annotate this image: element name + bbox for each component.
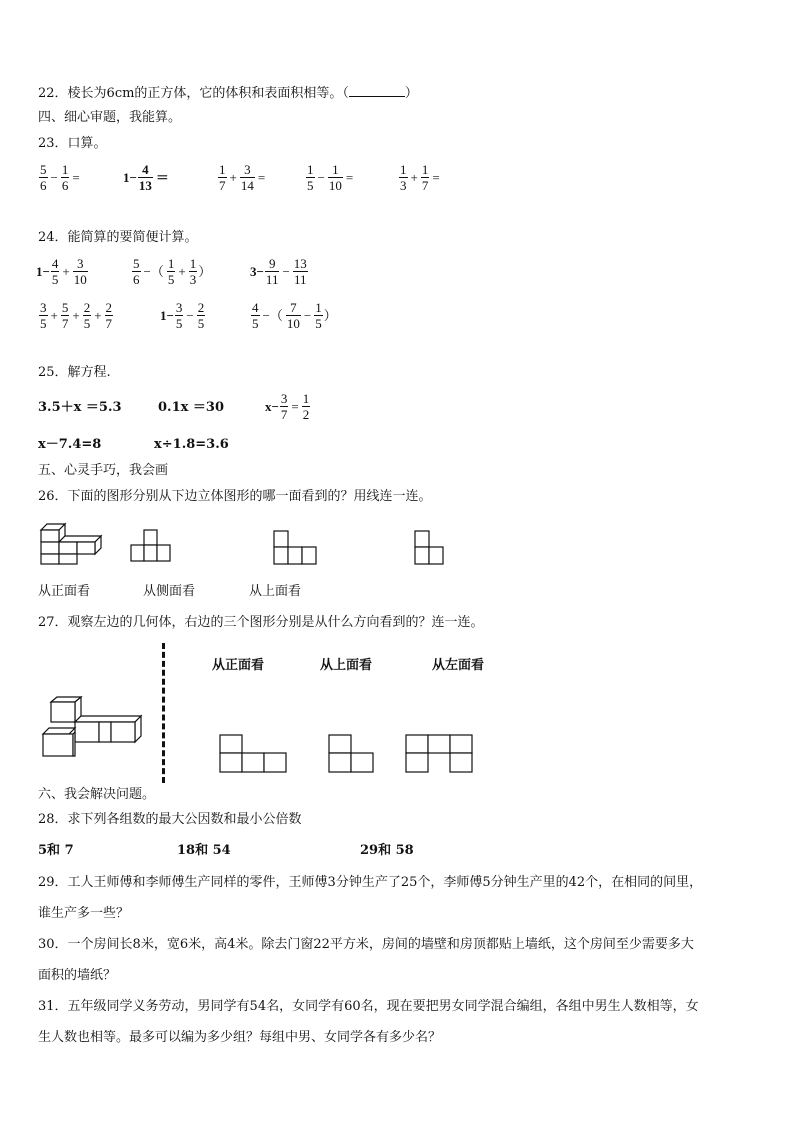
view-shape-top (328, 734, 378, 774)
view-label-front: 从正面看 (38, 584, 91, 599)
view-label-front: 从正面看 (212, 658, 265, 673)
q24-expr-6: $\frac{4}{5}$ −（ $\frac{7}{10}$ − $\frac{1}{5}$ ） (252, 300, 337, 331)
view-shape-3 (414, 530, 446, 566)
section-6-heading: 六、我会解决问题。 (38, 787, 156, 802)
q23-expr-5: $\frac{1}{3}$ + $\frac{1}{7}$ = (400, 162, 440, 193)
q23-expr-1: $\frac{5}{6}$ − $\frac{1}{6}$ = (40, 162, 80, 193)
fraction: $\frac{4}{13}$ (138, 162, 152, 193)
question-31-line-1: 31．五年级同学义务劳动，男同学有54名，女同学有60名，现在要把男女同学混合编组，各组中男生人数相等，女 (38, 999, 699, 1014)
fraction: $\frac{1}{5}$ (307, 162, 314, 193)
question-22 (38, 84, 418, 102)
q24-expr-3: 3− $\frac{9}{11}$ − $\frac{13}{11}$ (250, 256, 307, 287)
question-31-line-2: 生人数也相等。最多可以编为多少组？每组中男、女同学各有多少名？ (38, 1030, 442, 1045)
dashed-divider (162, 643, 165, 783)
question-30-line-1: 30．一个房间长8米，宽6米，高4米。除去门窗22平方米，房间的墙壁和房顶都贴上墙纸，这个房间至少需要多大 (38, 937, 694, 952)
equation-3: x− $\frac{3}{7}$ = $\frac{1}{2}$ (265, 391, 310, 422)
question-24-title: 24．能简算的要简便计算。 (38, 230, 198, 245)
view-label-side: 从侧面看 (143, 584, 196, 599)
fraction: $\frac{1}{6}$ (61, 162, 69, 193)
view-shape-left (405, 734, 475, 774)
solid-figure-cubes (38, 522, 102, 566)
question-29-line-2: 谁生产多一些？ (38, 906, 130, 921)
view-shape-1 (130, 529, 172, 563)
question-23-title: 23．口算。 (38, 136, 107, 151)
equation-1: 3.5＋x ＝5.3 (38, 400, 122, 415)
question-29-line-1: 29．工人王师傅和李师傅生产同样的零件，王师傅3分钟生产了25个，李师傅5分钟生产里的42个，在相同的间里， (38, 875, 703, 890)
section-4-heading: 四、细心审题，我能算。 (38, 110, 182, 125)
q22-close: ） (404, 86, 418, 101)
q23-expr-4: $\frac{1}{5}$ − $\frac{1}{10}$ = (307, 162, 354, 193)
number-pair-2: 18和 54 (177, 843, 231, 858)
answer-blank[interactable] (349, 84, 405, 97)
view-label-top: 从上面看 (249, 584, 302, 599)
view-label-top: 从上面看 (320, 658, 373, 673)
fraction: $\frac{1}{10}$ (328, 162, 342, 193)
solid-figure-cubes (42, 696, 142, 758)
q23-expr-2: 1− $\frac{4}{13}$ ＝ (123, 162, 169, 193)
question-28-title: 28．求下列各组数的最大公因数和最小公倍数 (38, 812, 302, 827)
question-27-title: 27．观察左边的几何体，右边的三个图形分别是从什么方向看到的？连一连。 (38, 615, 484, 630)
fraction: $\frac{3}{14}$ (240, 162, 254, 193)
fraction: $\frac{5}{6}$ (40, 162, 47, 193)
q24-expr-4: $\frac{3}{5}$ + $\frac{5}{7}$ + $\frac{2}{5}$ + $\frac{2}{7}$ (40, 300, 113, 331)
fraction: $\frac{1}{7}$ (421, 162, 429, 193)
q22-text: 22．棱长为6cm的正方体，它的体积和表面积相等。（ (38, 86, 349, 101)
fraction: $\frac{1}{7}$ (219, 162, 226, 193)
q24-expr-5: 1− $\frac{3}{5}$ − $\frac{2}{5}$ (160, 300, 205, 331)
q23-expr-3: $\frac{1}{7}$ + $\frac{3}{14}$ = (219, 162, 266, 193)
fraction: $\frac{1}{3}$ (400, 162, 407, 193)
view-shape-front (219, 734, 289, 774)
number-pair-3: 29和 58 (360, 843, 414, 858)
question-26-title: 26．下面的图形分别从下边立体图形的哪一面看到的？用线连一连。 (38, 489, 432, 504)
q24-expr-1: 1− $\frac{4}{5}$ + $\frac{3}{10}$ (36, 256, 87, 287)
view-label-left: 从左面看 (432, 658, 485, 673)
equation-4: x－7.4=8 (38, 437, 102, 452)
view-shape-2 (273, 530, 319, 566)
question-25-title: 25．解方程. (38, 365, 111, 380)
equation-2: 0.1x ＝30 (158, 400, 224, 415)
question-30-line-2: 面积的墙纸？ (38, 968, 117, 983)
q24-expr-2: $\frac{5}{6}$ −（ $\frac{1}{5}$ + $\frac{1}{3}$ ） (133, 256, 212, 287)
number-pair-1: 5和 7 (38, 843, 74, 858)
equation-5: x÷1.8=3.6 (154, 437, 229, 452)
section-5-heading: 五、心灵手巧，我会画 (38, 463, 169, 478)
